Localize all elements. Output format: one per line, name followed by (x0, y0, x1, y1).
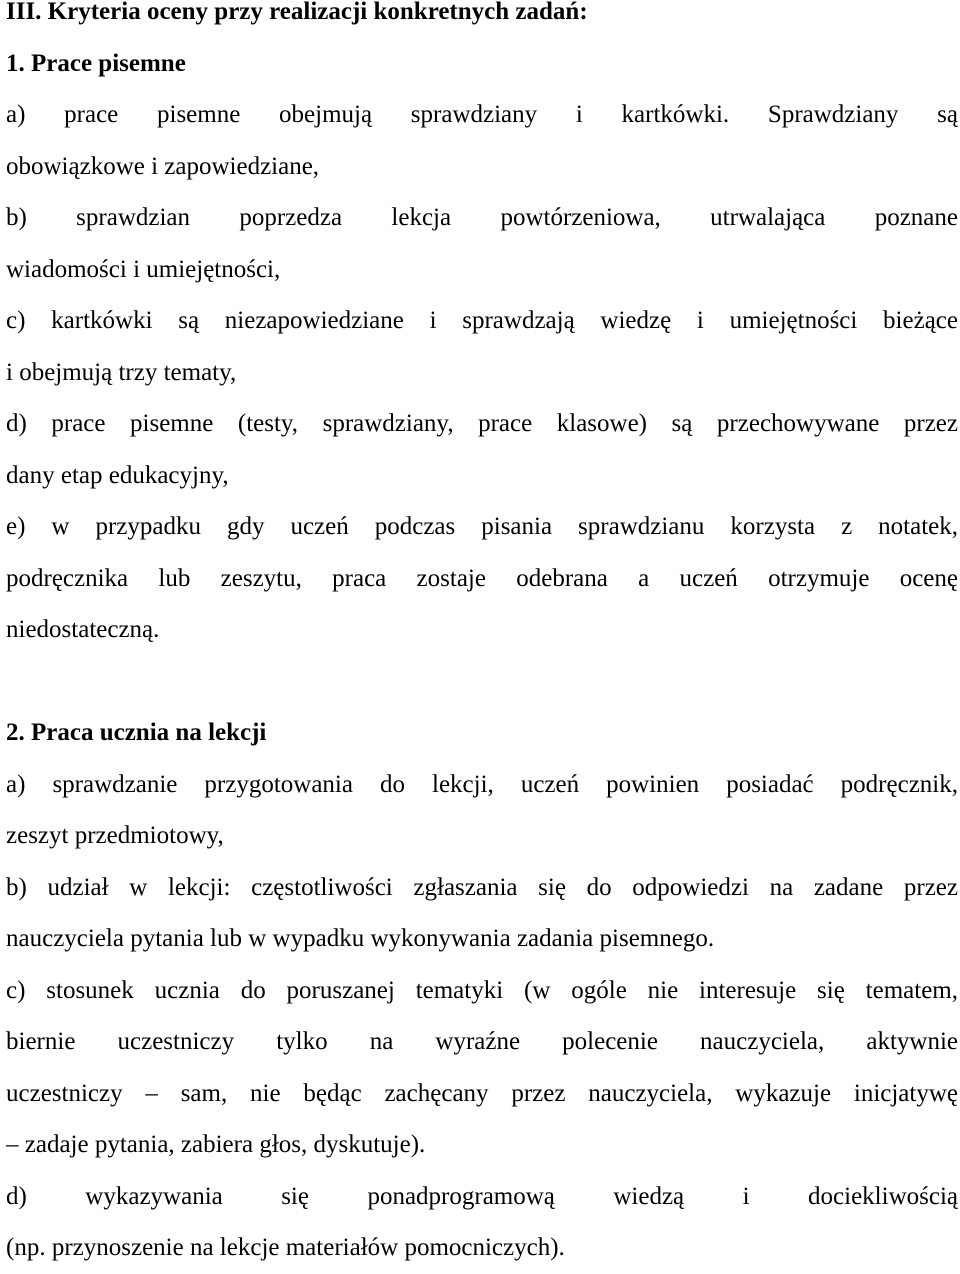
paragraph-line: dany etap edukacyjny, (6, 461, 229, 489)
paragraph-line: d) prace pisemne (testy, sprawdziany, prace klasowe) są przechowywane przez (6, 410, 958, 437)
paragraph-line: b) sprawdzian poprzedza lekcja powtórzeniowa, utrwalająca poznane (6, 204, 958, 231)
paragraph-line: biernie uczestniczy tylko na wyraźne polecenie nauczyciela, aktywnie (6, 1028, 958, 1055)
paragraph-line: podręcznika lub zeszytu, praca zostaje odebrana a uczeń otrzymuje ocenę (6, 564, 958, 592)
paragraph-line: d) wykazywania się ponadprogramową wiedzą i dociekliwością (6, 1182, 958, 1210)
section-title: III. Kryteria oceny przy realizacji konkretnych zadań: (6, 0, 588, 25)
paragraph-line: c) kartkówki są niezapowiedziane i sprawdzają wiedzę i umiejętności bieżące (6, 307, 958, 334)
paragraph-line: c) stosunek ucznia do poruszanej tematyki (w ogóle nie interesuje się tematem, (6, 976, 958, 1004)
paragraph-line: uczestniczy – sam, nie będąc zachęcany przez nauczyciela, wykazuje inicjatywę (6, 1079, 958, 1107)
paragraph-line: a) sprawdzanie przygotowania do lekcji, uczeń powinien posiadać podręcznik, (6, 770, 958, 798)
heading-prace-pisemne: 1. Prace pisemne (6, 49, 186, 77)
paragraph-line: niedostateczną. (6, 616, 160, 643)
paragraph-line: nauczyciela pytania lub w wypadku wykonywania zadania pisemnego. (6, 925, 715, 952)
paragraph-line: – zadaje pytania, zabiera głos, dyskutuje). (6, 1131, 426, 1158)
paragraph-line: i obejmują trzy tematy, (6, 358, 237, 386)
document-page (6, 0, 958, 1274)
heading-praca-ucznia: 2. Praca ucznia na lekcji (6, 719, 267, 746)
section-spacer (6, 656, 958, 708)
paragraph-line: zeszyt przedmiotowy, (6, 822, 224, 849)
paragraph-line: b) udział w lekcji: częstotliwości zgłaszania się do odpowiedzi na zadane przez (6, 873, 958, 901)
paragraph-line: e) w przypadku gdy uczeń podczas pisania sprawdzianu korzysta z notatek, (6, 513, 958, 540)
paragraph-line: (np. przynoszenie na lekcje materiałów pomocniczych). (6, 1234, 565, 1261)
paragraph-line: a) prace pisemne obejmują sprawdziany i kartkówki. Sprawdziany są (6, 101, 958, 128)
paragraph-line: obowiązkowe i zapowiedziane, (6, 152, 320, 180)
paragraph-line: wiadomości i umiejętności, (6, 255, 281, 283)
